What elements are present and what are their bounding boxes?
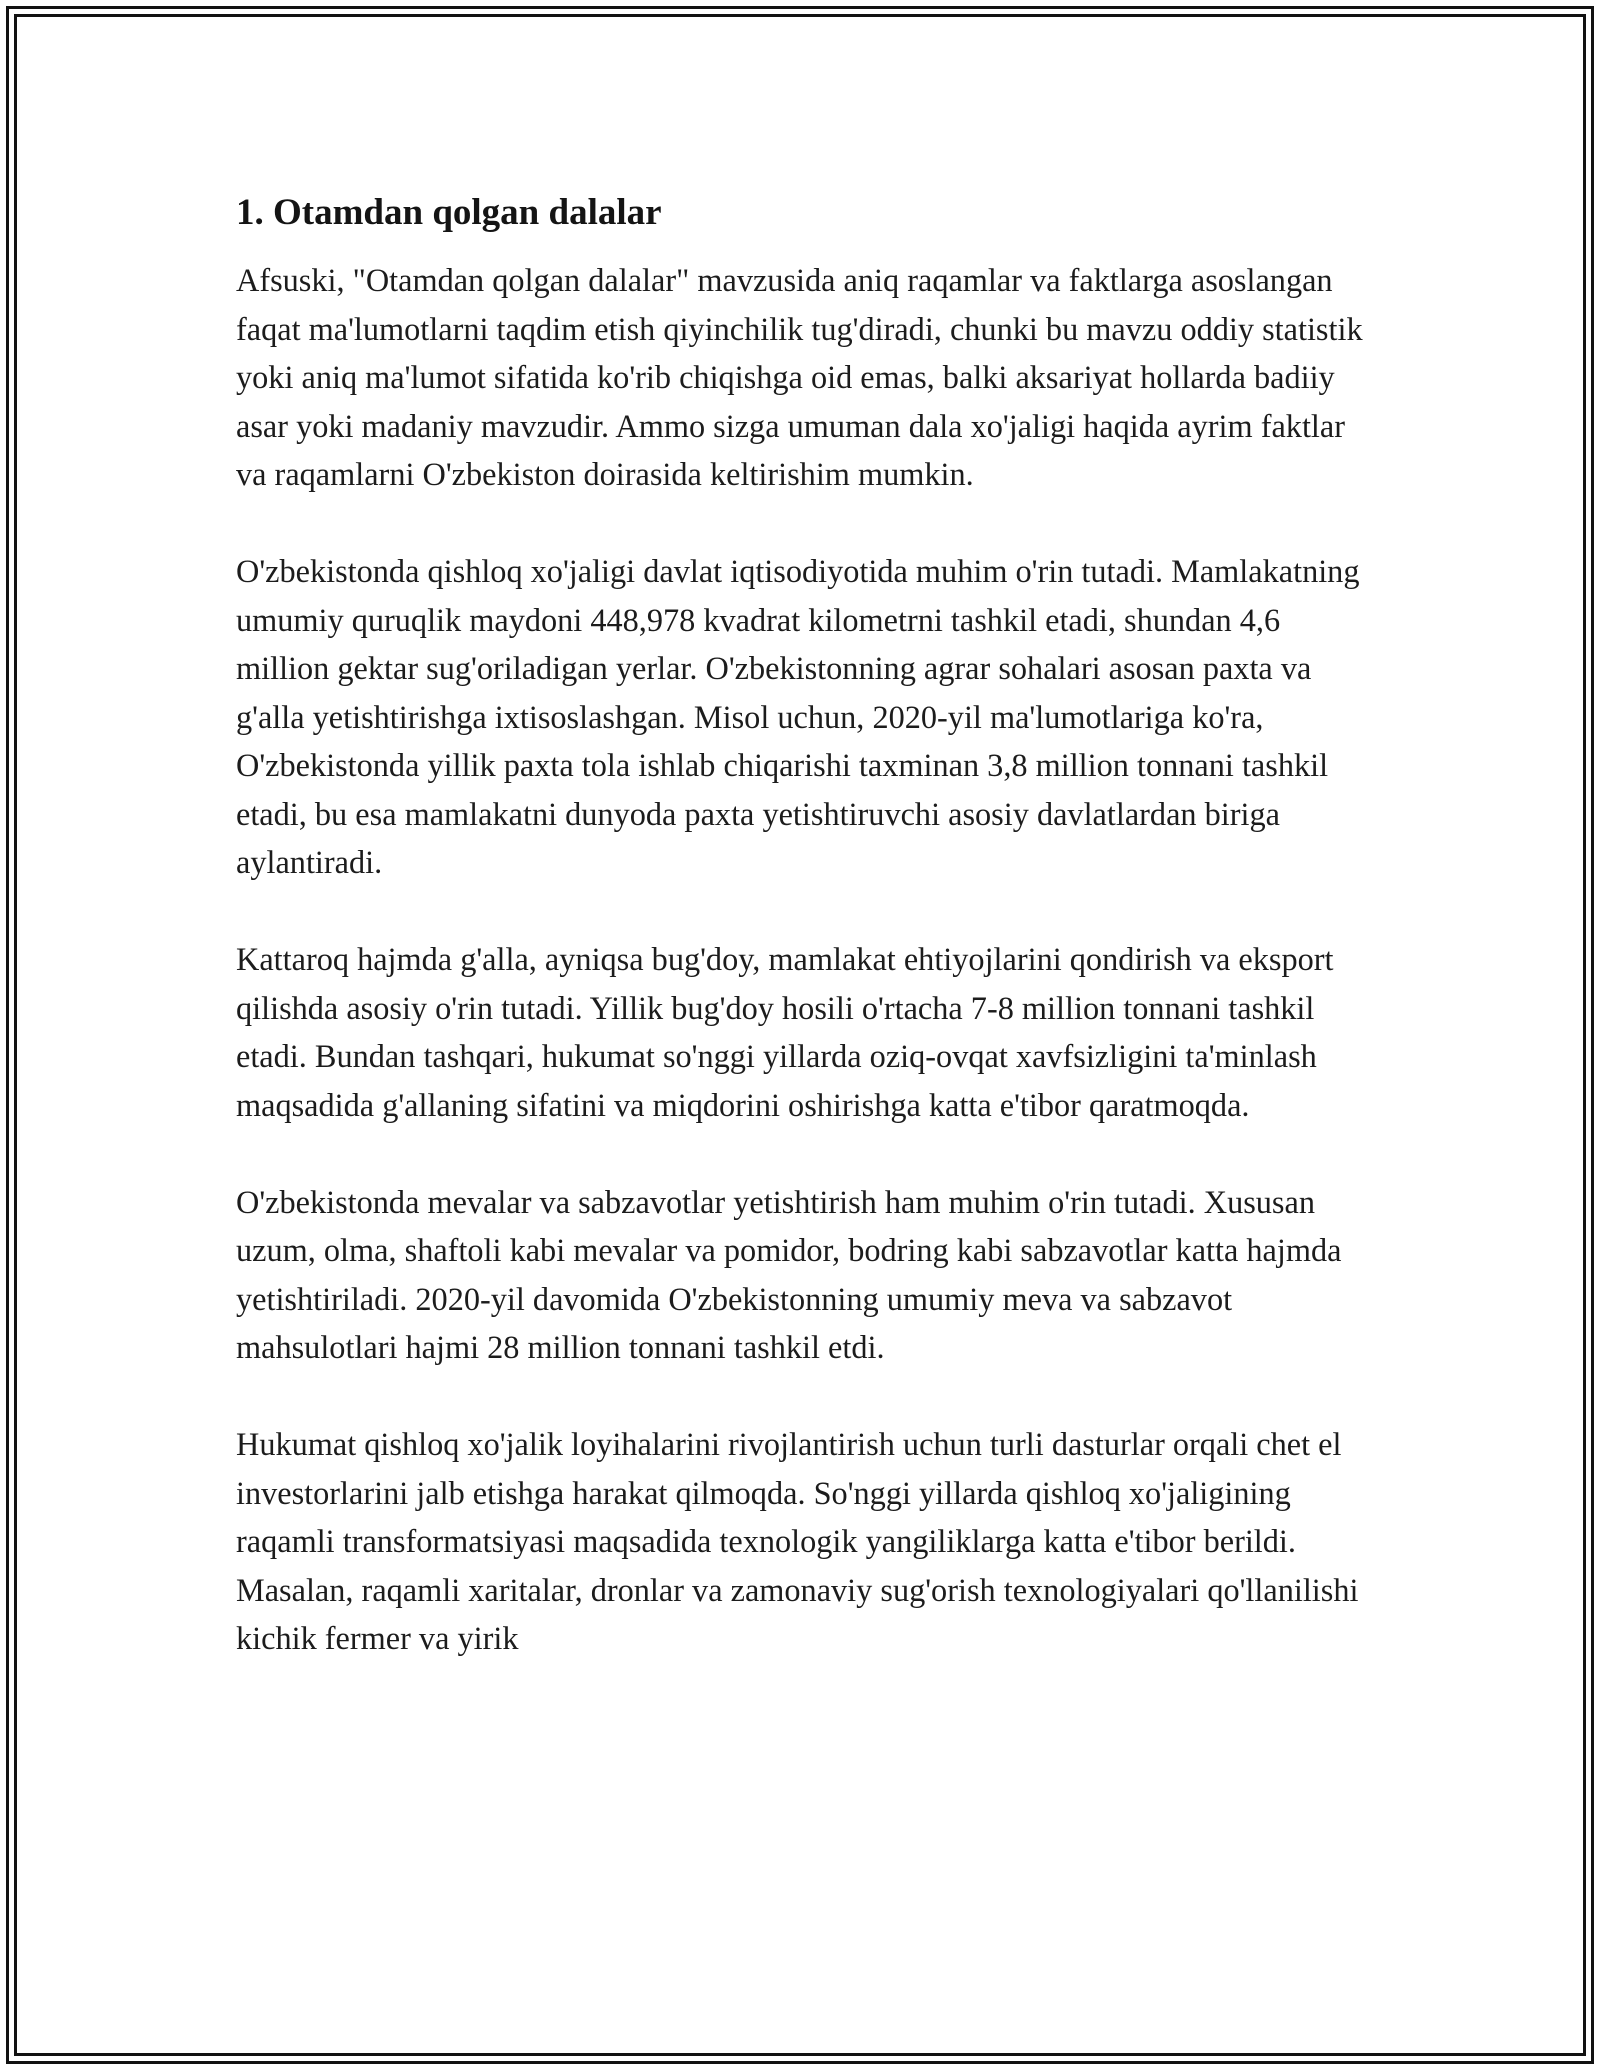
section-heading: 1. Otamdan qolgan dalalar: [236, 192, 662, 233]
paragraph-agriculture-overview: O'zbekistonda qishloq xo'jaligi davlat iqtisodiyotida muhim o'rin tutadi. Mamlakatning umumiy quruqlik maydoni 448,978 kvadrat kilometrni tashkil etadi, shundan 4,6 million gektar sug'oriladigan yerlar. O'zbekistonning agrar sohalari asosan paxta va g'alla yetishtirishga ixtisoslashgan. Misol uchun, 2020-yil ma'lumotlariga ko'ra, O'zbekistonda yillik paxta tola ishlab chiqarishi taxminan 3,8 million tonnani tashkil etadi, bu esa mamlakatni dunyoda paxta yetishtiruvchi asosiy davlatlardan biriga aylantiradi.: [236, 553, 1360, 880]
document-body: [236, 186, 1376, 1711]
paragraph-intro: Afsuski, "Otamdan qolgan dalalar" mavzusida aniq raqamlar va faktlarga asoslangan faqat ma'lumotlarni taqdim etish qiyinchilik tug'diradi, chunki bu mavzu oddiy statistik yoki aniq ma'lumot sifatida ko'rib chiqishga oid emas, balki aksariyat hollarda badiiy asar yoki madaniy mavzudir. Ammo sizga umuman dala xo'jaligi haqida ayrim faktlar va raqamlarni O'zbekiston doirasida keltirishim mumkin.: [236, 262, 1363, 492]
paragraph-investment: Hukumat qishloq xo'jalik loyihalarini rivojlantirish uchun turli dasturlar orqali chet el investorlarini jalb etishga harakat qilmoqda. So'nggi yillarda qishloq xo'jaligining raqamli transformatsiyasi maqsadida texnologik yangiliklarga katta e'tibor berildi. Masalan, raqamli xaritalar, dronlar va zamonaviy sug'orish texnologiyalari qo'llanilishi kichik fermer va yirik: [236, 1426, 1359, 1656]
paragraph-fruits-vegetables: O'zbekistonda mevalar va sabzavotlar yetishtirish ham muhim o'rin tutadi. Xususan uzum, olma, shaftoli kabi mevalar va pomidor, bodring kabi sabzavotlar katta hajmda yetishtiriladi. 2020-yil davomida O'zbekistonning umumiy meva va sabzavot mahsulotlari hajmi 28 million tonnani tashkil etdi.: [236, 1183, 1342, 1365]
paragraph-grain: Kattaroq hajmda g'alla, ayniqsa bug'doy, mamlakat ehtiyojlarini qondirish va eksport qilishda asosiy o'rin tutadi. Yillik bug'doy hosili o'rtacha 7-8 million tonnani tashkil etadi. Bundan tashqari, hukumat so'nggi yillarda oziq-ovqat xavfsizligini ta'minlash maqsadida g'allaning sifatini va miqdorini oshirishga katta e'tibor qaratmoqda.: [236, 941, 1334, 1123]
